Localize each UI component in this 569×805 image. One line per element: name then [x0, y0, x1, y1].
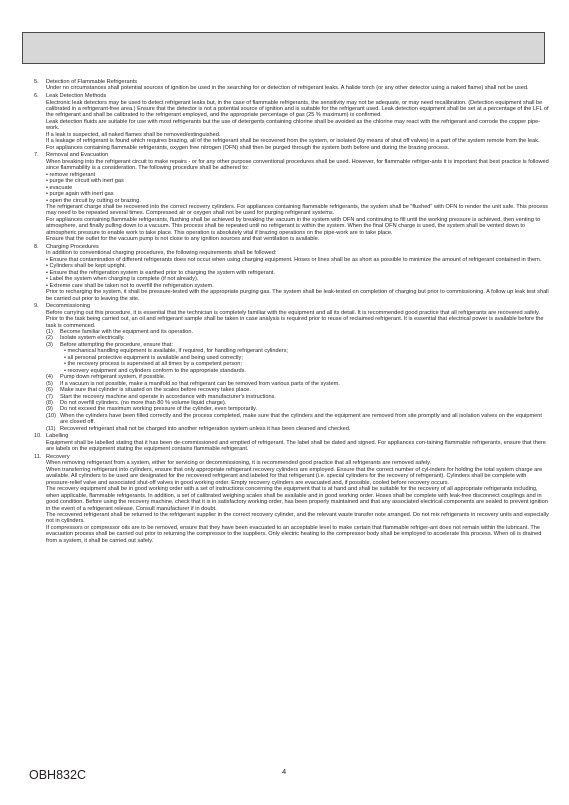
section-number: 6.: [34, 93, 39, 100]
step-text: Make sure that cylinder is situated on the scales before recovery takes place.: [60, 387, 251, 394]
list-item: • open the circuit by cutting or brazing.: [46, 197, 141, 204]
paragraph: When transferring refrigerant into cylinders, ensure that only appropriate refrigerant recovery cylinders are employed. Ensure that the correct number of cyl-inders for holding the total system charge are available. All cylinders to be used are designated for the recovered refrigerant and labeled for that refrigerant (i.e. special cylinders for the recovery of refrigerant). Cylinders shall be complete with pressure-relief valve and associated shut-off valves in good working order. Empty recovery cylinders are evacuated and, if possible, cooled before recovery occurs.: [46, 466, 543, 486]
paragraph: The recovery equipment shall be in good working order with a set of instructions concerning the equipment that is at hand and shall be suitable for the recovery of all appropriate refrigerants including, when applicable, flammable refrigerants. In addition, a set of calibrated weighing scales shall be available and in good working order. Hoses shall be complete with leak-free disconnect couplings and in good condition. Before using the recovery machine, check that it is in satisfactory working order, has been properly maintained and that any associated electrical components are sealed to prevent ignition in the event of a refrigerant release. Consult manufacturer if in doubt.: [46, 486, 548, 512]
paragraph: If a leak is suspected, all naked flames shall be removed/extinguished.: [46, 131, 221, 138]
list-item: • Label the system when charging is complete (if not already).: [46, 276, 199, 283]
paragraph: The recovered refrigerant shall be returned to the refrigerant supplier in the correct recovery cylinder, and the relevant waste transfer note arranged. Do not mix refrigerants in recovery units and especially not in cylinders.: [46, 512, 549, 525]
list-item: • all personal protective equipment is available and being used correctly;: [64, 354, 243, 361]
step-number: (8): [46, 399, 53, 406]
list-item: • purge again with inert gas: [46, 191, 114, 198]
step-number: (3): [46, 341, 53, 348]
paragraph: When breaking into the refrigerant circuit to make repairs - or for any other purpose conventional procedures shall be used. However, for flammable refriger-ants it is important that best practice is followed since flammability is a consideration. The following procedure shall be adhered to:: [46, 158, 549, 172]
paragraph: In addition to conventional charging procedures, the following requirements shall be followed:: [46, 250, 277, 257]
step-text: Become familiar with the equipment and its operation.: [60, 328, 194, 335]
model-code: OBH832C: [29, 768, 86, 782]
section-decommissioning: [34, 303, 549, 432]
section-detection-flammable: [34, 79, 549, 92]
step-number: (1): [46, 328, 53, 335]
step-number: (5): [46, 380, 53, 387]
step-item: [46, 426, 549, 432]
section-charging-procedures: [34, 244, 549, 302]
step-text: Do not overfill cylinders. (no more than 80 % volume liquid charge).: [60, 399, 227, 406]
paragraph: Electronic leak detectors may be used to detect refrigerant leaks but, in the case of flammable refrigerants, the sensitivity may not be adequate, or may need recalibration. (Detection equipment shall be calibrated in a refrigerant-free area.) Ensure that the detector is not a potential source of ignition and is suitable for the refrigerant used. Leak detection equipment shall be set at a percentage of the LFL of the refrigerant and shall be calibrated to the refrigerant employed, and the appropriate percentage of gas (25 % maximum) is confirmed.: [46, 99, 549, 119]
paragraph: If a leakage of refrigerant is found which requires brazing, all of the refrigerant shall be recovered from the system, or isolated (by means of shut off valves) in a part of the system remote from the leak. For appliances containing flammable refrigerants, oxygen free nitrogen (OFN) shall then be purged through the system both before and during the brazing process.: [46, 138, 540, 151]
section-number: 10.: [34, 433, 42, 440]
step-text: Recovered refrigerant shall not be charged into another refrigeration system unless it has been cleaned and checked.: [60, 425, 351, 432]
list-item: • evacuate: [46, 184, 73, 191]
section-removal-evacuation: [34, 152, 549, 242]
document-body: [34, 79, 549, 545]
step-text: Before attempting the procedure, ensure that:: [60, 341, 173, 348]
paragraph: Ensure that the outlet for the vacuum pump is not close to any ignition sources and that ventilation is available.: [46, 236, 320, 243]
step-text: When the cylinders have been filled correctly and the process completed, make sure that the cylinders and the equipment are removed from site promptly and all isolation valves on the equipment are closed off.: [60, 412, 542, 426]
section-recovery: [34, 454, 549, 544]
step-number: (7): [46, 393, 53, 400]
step-number: (6): [46, 387, 53, 394]
paragraph: Equipment shall be labelled stating that it has been de-commissioned and emptied of refrigerant. The label shall be dated and signed. For appliances con-taining flammable refrigerants, ensure that there are labels on the equipment stating the equipment contains flammable refrigerant.: [46, 439, 546, 453]
paragraph: Before carrying out this procedure, it is essential that the technician is completely familiar with the equipment and all its detail. It is recommended good practice that all refrigerants are recovered safely. Prior to the task being carried out, an oil and refrigerant sample shall be taken in case analysis is required prior to reuse of reclaimed refrigerant. It is essential that electrical power is available before the task is commenced.: [46, 309, 544, 329]
step-number: (10): [46, 412, 56, 419]
section-number: 7.: [34, 152, 39, 159]
step-number: (4): [46, 374, 53, 381]
step-item: [46, 413, 549, 426]
paragraph: When removing refrigerant from a system, either for servicing or decommissioning, it is recommended good practice that all refrigerants are removed safely.: [46, 460, 432, 467]
bullet-list: [46, 257, 549, 289]
paragraph: If compressors or compressor oils are to be removed, ensure that they have been evacuated to an acceptable level to make certain that flammable refriger-ant does not remain within the lubricant. The evacuation process shall be carried out prior to returning the compressor to the suppliers. Only electric heating to the compressor body shall be employed to accelerate this process. When oil is drained from a system, it shall be carried out safely.: [46, 524, 542, 544]
list-item: • remove refrigerant: [46, 171, 96, 178]
bullet-list: [46, 172, 549, 204]
list-item: • Ensure that the refrigeration system is earthed prior to charging the system with refrigerant.: [46, 269, 275, 276]
list-item: • recovery equipment and cylinders conform to the appropriate standards.: [64, 367, 246, 374]
list-item: • Cylinders shall be kept upright.: [46, 263, 127, 270]
section-labelling: [34, 433, 549, 452]
step-number: (9): [46, 406, 53, 413]
paragraph: Under no circumstances shall potential sources of ignition be used in the searching for or detection of refrigerant leaks. A halide torch (or any other detector using a naked flame) shall not be used.: [46, 85, 529, 92]
step-number: (11): [46, 425, 56, 432]
section-number: 5.: [34, 79, 39, 85]
header-bar: [22, 32, 545, 64]
sub-bullet-list: [46, 348, 549, 374]
section-number: 11.: [34, 453, 42, 460]
paragraph: For appliances containing flammable refrigerants, flushing shall be achieved by breaking the vacuum in the system with OFN and continuing to fill until the working pressure is achieved, then venting to atmosphere, and finally pulling down to a vacuum. This process shall be repeated until no refrigerant is within the system. When the final OFN charge is used, the system shall be vented down to atmospheric pressure to enable work to take place. This operation is absolutely vital if brazing operations on the pipe-work are to take place.: [46, 216, 541, 236]
section-leak-detection: [34, 93, 549, 151]
list-item: • Ensure that contamination of different refrigerants does not occur when using charging equipment. Hoses or lines shall be as short as possible to minimize the amount of refrigerant contained in them.: [46, 256, 542, 263]
section-number: 9.: [34, 303, 39, 310]
paragraph: The refrigerant charge shall be recovered into the correct recovery cylinders. For appliances containing flammable refrigerants, the system shall be "flushed" with OFN to render the unit safe. This process may need to be repeated several times. Compressed air or oxygen shall not be used for purging refrigerant systems.: [46, 203, 548, 217]
list-item: • mechanical handling equipment is available, if required, for handling refrigerant cylinders;: [64, 348, 288, 355]
step-text: Pump down refrigerant system, if possible.: [60, 374, 166, 381]
step-text: Isolate system electrically.: [60, 335, 125, 342]
section-title: Decommissioning: [46, 303, 91, 310]
step-item: [46, 342, 549, 348]
section-title: Leak Detection Methods: [46, 93, 107, 100]
section-number: 8.: [34, 243, 39, 250]
list-item: • the recovery process is supervised at all times by a competent person;: [64, 361, 242, 368]
paragraph: Prior to recharging the system, it shall be pressure-tested with the appropriate purging gas. The system shall be leak-tested on completion of charging but prior to commissioning. A follow up leak test shall be carried out prior to leaving the site.: [46, 289, 549, 302]
step-text: Do not exceed the maximum working pressure of the cylinder, even temporarily.: [60, 406, 258, 413]
page-number: 4: [282, 767, 287, 776]
section-title: Removal and Evacuation: [46, 152, 109, 159]
section-title: Detection of Flammable Refrigerants: [46, 79, 138, 85]
step-number: (2): [46, 335, 53, 342]
list-item: • Extreme care shall be taken not to overfill the refrigeration system.: [46, 282, 214, 289]
list-item: • purge the circuit with inert gas: [46, 178, 124, 185]
section-title: Charging Procedures: [46, 243, 99, 250]
section-title: Recovery: [46, 453, 70, 460]
step-text: Start the recovery machine and operate in accordance with manufacturer's instructions.: [60, 393, 276, 400]
section-title: Labelling: [46, 433, 69, 440]
step-text: If a vacuum is not possible, make a manifold so that refrigerant can be removed from various parts of the system.: [60, 380, 340, 387]
paragraph: Leak detection fluids are suitable for use with most refrigerants but the use of detergents containing chlorine shall be avoided as the chlorine may react with the refrigerant and corrode the copper pipe-work.: [46, 118, 541, 132]
